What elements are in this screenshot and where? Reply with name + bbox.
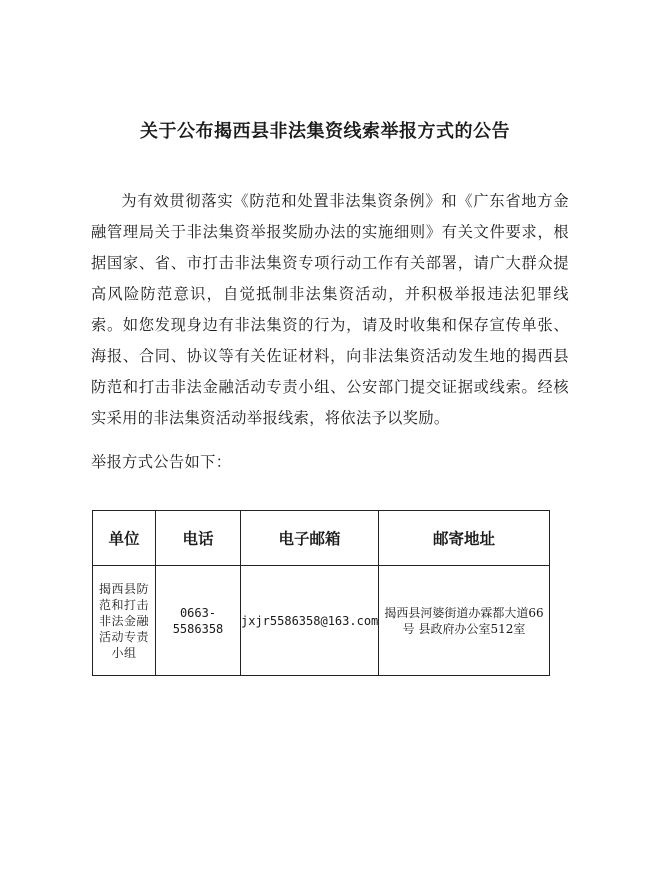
cell-address: 揭西县河婆街道办霖都大道66号 县政府办公室512室 (379, 566, 550, 676)
table-row (93, 566, 550, 676)
announcement-body (91, 186, 569, 434)
document-title: 关于公布揭西县非法集资线索举报方式的公告 (140, 121, 510, 142)
announcement-paragraph: 为有效贯彻落实《防范和处置非法集资条例》和《广东省地方金融管理局关于非法集资举报奖励办法的实施细则》有关文件要求，根据国家、省、市打击非法集资专项行动工作有关部署，请广大群众提高风险防范意识，自觉抵制非法集资活动，并积极举报违法犯罪线索。如您发现身边有非法集资的行为，请及时收集和保存宣传单张、海报、合同、协议等有关佐证材料，向非法集资活动发生地的揭西县防范和打击非法金融活动专责小组、公安部门提交证据或线索。经核实采用的非法集资活动举报线索，将依法予以奖励。 (91, 192, 569, 427)
header-address: 邮寄地址 (379, 511, 550, 566)
cell-phone: 0663-5586358 (156, 566, 241, 676)
table-header-row (93, 511, 550, 566)
announcement-intro: 举报方式公告如下： (91, 453, 232, 471)
header-phone: 电话 (156, 511, 241, 566)
unit-name: 揭西县防范和打击非法金融活动专责小组 (99, 581, 150, 660)
cell-email: jxjr5586358@163.com (241, 566, 379, 676)
header-email: 电子邮箱 (241, 511, 379, 566)
cell-unit (93, 566, 156, 676)
header-unit: 单位 (93, 511, 156, 566)
contact-table (92, 510, 550, 676)
